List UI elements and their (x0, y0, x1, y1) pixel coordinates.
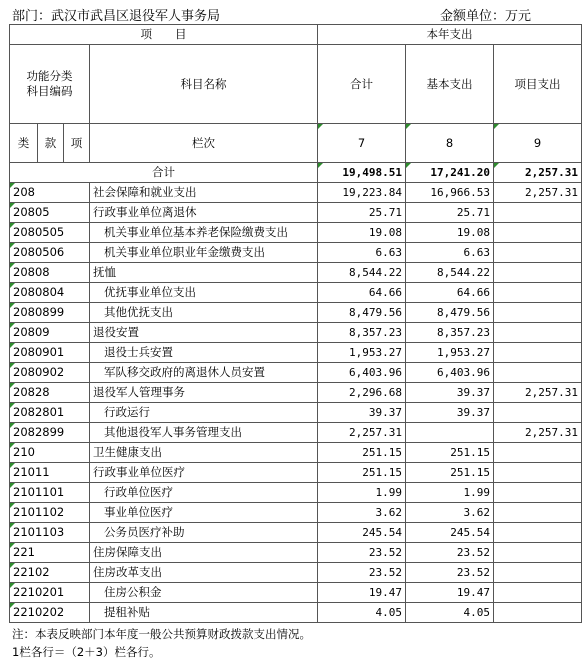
expenditure-table (9, 24, 582, 623)
row-project (494, 503, 582, 523)
row-total: 8,357.23 (318, 323, 406, 343)
table-row (10, 443, 582, 463)
table-row (10, 363, 582, 383)
row-project (494, 583, 582, 603)
row-total: 3.62 (318, 503, 406, 523)
row-subject-name: 事业单位医疗 (90, 503, 318, 523)
row-subject-name: 公务员医疗补助 (90, 523, 318, 543)
seq-project: 9 (494, 124, 582, 163)
row-total: 8,544.22 (318, 263, 406, 283)
row-basic: 23.52 (406, 563, 494, 583)
table-row (10, 183, 582, 203)
row-code: 22102 (10, 563, 90, 583)
year-expenditure-header: 本年支出 (318, 25, 582, 45)
table-row (10, 503, 582, 523)
item-header: 项 目 (10, 25, 318, 45)
row-basic: 4.05 (406, 603, 494, 623)
row-basic: 6,403.96 (406, 363, 494, 383)
row-code: 2101101 (10, 483, 90, 503)
row-project (494, 303, 582, 323)
table-row (10, 423, 582, 443)
row-code: 2080899 (10, 303, 90, 323)
row-total: 19,223.84 (318, 183, 406, 203)
row-code: 2080901 (10, 343, 90, 363)
row-subject-name: 退役安置 (90, 323, 318, 343)
report-header (0, 0, 588, 26)
table-row (10, 383, 582, 403)
table-row (10, 563, 582, 583)
row-total: 1,953.27 (318, 343, 406, 363)
row-project (494, 403, 582, 423)
table-row (10, 463, 582, 483)
row-total: 2,296.68 (318, 383, 406, 403)
row-total: 25.71 (318, 203, 406, 223)
row-basic: 39.37 (406, 403, 494, 423)
table-row (10, 343, 582, 363)
basic-header: 基本支出 (406, 45, 494, 124)
row-project: 2,257.31 (494, 383, 582, 403)
table-row (10, 543, 582, 563)
row-basic: 8,479.56 (406, 303, 494, 323)
row-subject-name: 住房公积金 (90, 583, 318, 603)
function-code-header: 功能分类 科目编码 (10, 45, 90, 124)
table-row (10, 603, 582, 623)
table-row (10, 263, 582, 283)
row-subject-name: 机关事业单位职业年金缴费支出 (90, 243, 318, 263)
row-basic: 1,953.27 (406, 343, 494, 363)
total-row-project: 2,257.31 (494, 163, 582, 183)
header-row-1 (10, 25, 582, 45)
row-code: 2101102 (10, 503, 90, 523)
row-basic: 39.37 (406, 383, 494, 403)
row-basic: 251.15 (406, 443, 494, 463)
row-code: 2080506 (10, 243, 90, 263)
row-code: 2082899 (10, 423, 90, 443)
row-total: 6,403.96 (318, 363, 406, 383)
row-project (494, 543, 582, 563)
row-subject-name: 其他优抚支出 (90, 303, 318, 323)
note-line-2: 1栏各行＝（2＋3）栏各行。 (12, 645, 161, 659)
row-total: 245.54 (318, 523, 406, 543)
row-project (494, 243, 582, 263)
row-basic: 1.99 (406, 483, 494, 503)
row-basic: 64.66 (406, 283, 494, 303)
row-subject-name: 军队移交政府的离退休人员安置 (90, 363, 318, 383)
row-total: 39.37 (318, 403, 406, 423)
project-header: 项目支出 (494, 45, 582, 124)
row-subject-name: 提租补贴 (90, 603, 318, 623)
row-code: 2080804 (10, 283, 90, 303)
row-code: 20808 (10, 263, 90, 283)
amount-unit-label: 金额单位：万元 (440, 9, 532, 24)
row-subject-name: 退役军人管理事务 (90, 383, 318, 403)
row-project (494, 603, 582, 623)
row-basic: 6.63 (406, 243, 494, 263)
row-project (494, 563, 582, 583)
department-label: 部门：武汉市武昌区退役军人事务局 (12, 9, 221, 24)
row-code: 21011 (10, 463, 90, 483)
row-total: 19.08 (318, 223, 406, 243)
total-header: 合计 (318, 45, 406, 124)
header-row-2 (10, 45, 582, 124)
row-basic: 16,966.53 (406, 183, 494, 203)
row-basic (406, 423, 494, 443)
table-row (10, 203, 582, 223)
row-subject-name: 住房改革支出 (90, 563, 318, 583)
col-seq-label: 栏次 (90, 124, 318, 163)
row-basic: 3.62 (406, 503, 494, 523)
total-row (10, 163, 582, 183)
row-project: 2,257.31 (494, 423, 582, 443)
row-subject-name: 机关事业单位基本养老保险缴费支出 (90, 223, 318, 243)
row-code: 2210201 (10, 583, 90, 603)
table-row (10, 223, 582, 243)
row-project (494, 323, 582, 343)
row-code: 221 (10, 543, 90, 563)
row-project (494, 463, 582, 483)
row-total: 8,479.56 (318, 303, 406, 323)
row-total: 19.47 (318, 583, 406, 603)
row-basic: 19.08 (406, 223, 494, 243)
row-subject-name: 行政运行 (90, 403, 318, 423)
row-subject-name: 行政单位医疗 (90, 483, 318, 503)
row-total: 23.52 (318, 543, 406, 563)
total-row-total: 19,498.51 (318, 163, 406, 183)
row-project (494, 523, 582, 543)
column-sequence-row (10, 124, 582, 163)
row-project (494, 483, 582, 503)
row-basic: 245.54 (406, 523, 494, 543)
row-total: 251.15 (318, 443, 406, 463)
row-total: 1.99 (318, 483, 406, 503)
row-total: 251.15 (318, 463, 406, 483)
row-code: 20805 (10, 203, 90, 223)
row-subject-name: 行政事业单位离退休 (90, 203, 318, 223)
row-project: 2,257.31 (494, 183, 582, 203)
row-subject-name: 住房保障支出 (90, 543, 318, 563)
table-row (10, 303, 582, 323)
row-code: 208 (10, 183, 90, 203)
seq-total: 7 (318, 124, 406, 163)
row-project (494, 263, 582, 283)
row-project (494, 363, 582, 383)
row-total: 4.05 (318, 603, 406, 623)
row-subject-name: 抚恤 (90, 263, 318, 283)
row-basic: 23.52 (406, 543, 494, 563)
row-code: 2080902 (10, 363, 90, 383)
row-code: 2210202 (10, 603, 90, 623)
table-row (10, 243, 582, 263)
row-total: 6.63 (318, 243, 406, 263)
table-row (10, 583, 582, 603)
row-subject-name: 行政事业单位医疗 (90, 463, 318, 483)
xiang-header: 项 (64, 124, 90, 163)
row-code: 20828 (10, 383, 90, 403)
total-row-basic: 17,241.20 (406, 163, 494, 183)
row-code: 210 (10, 443, 90, 463)
table-row (10, 523, 582, 543)
row-basic: 251.15 (406, 463, 494, 483)
table-row (10, 483, 582, 503)
row-subject-name: 社会保障和就业支出 (90, 183, 318, 203)
row-project (494, 343, 582, 363)
row-subject-name: 其他退役军人事务管理支出 (90, 423, 318, 443)
row-code: 20809 (10, 323, 90, 343)
row-basic: 19.47 (406, 583, 494, 603)
row-code: 2082801 (10, 403, 90, 423)
total-row-label: 合计 (10, 163, 318, 183)
row-subject-name: 卫生健康支出 (90, 443, 318, 463)
seq-basic: 8 (406, 124, 494, 163)
row-total: 64.66 (318, 283, 406, 303)
row-code: 2080505 (10, 223, 90, 243)
row-project (494, 223, 582, 243)
row-basic: 8,357.23 (406, 323, 494, 343)
lei-header: 类 (10, 124, 38, 163)
row-total: 2,257.31 (318, 423, 406, 443)
table-row (10, 403, 582, 423)
table-row (10, 283, 582, 303)
row-project (494, 283, 582, 303)
table-row (10, 323, 582, 343)
subject-name-header: 科目名称 (90, 45, 318, 124)
note-line-1: 注：本表反映部门本年度一般公共预算财政拨款支出情况。 (12, 627, 311, 641)
row-subject-name: 优抚事业单位支出 (90, 283, 318, 303)
row-basic: 8,544.22 (406, 263, 494, 283)
row-total: 23.52 (318, 563, 406, 583)
row-code: 2101103 (10, 523, 90, 543)
row-basic: 25.71 (406, 203, 494, 223)
row-subject-name: 退役士兵安置 (90, 343, 318, 363)
row-project (494, 203, 582, 223)
kuan-header: 款 (38, 124, 64, 163)
row-project (494, 443, 582, 463)
